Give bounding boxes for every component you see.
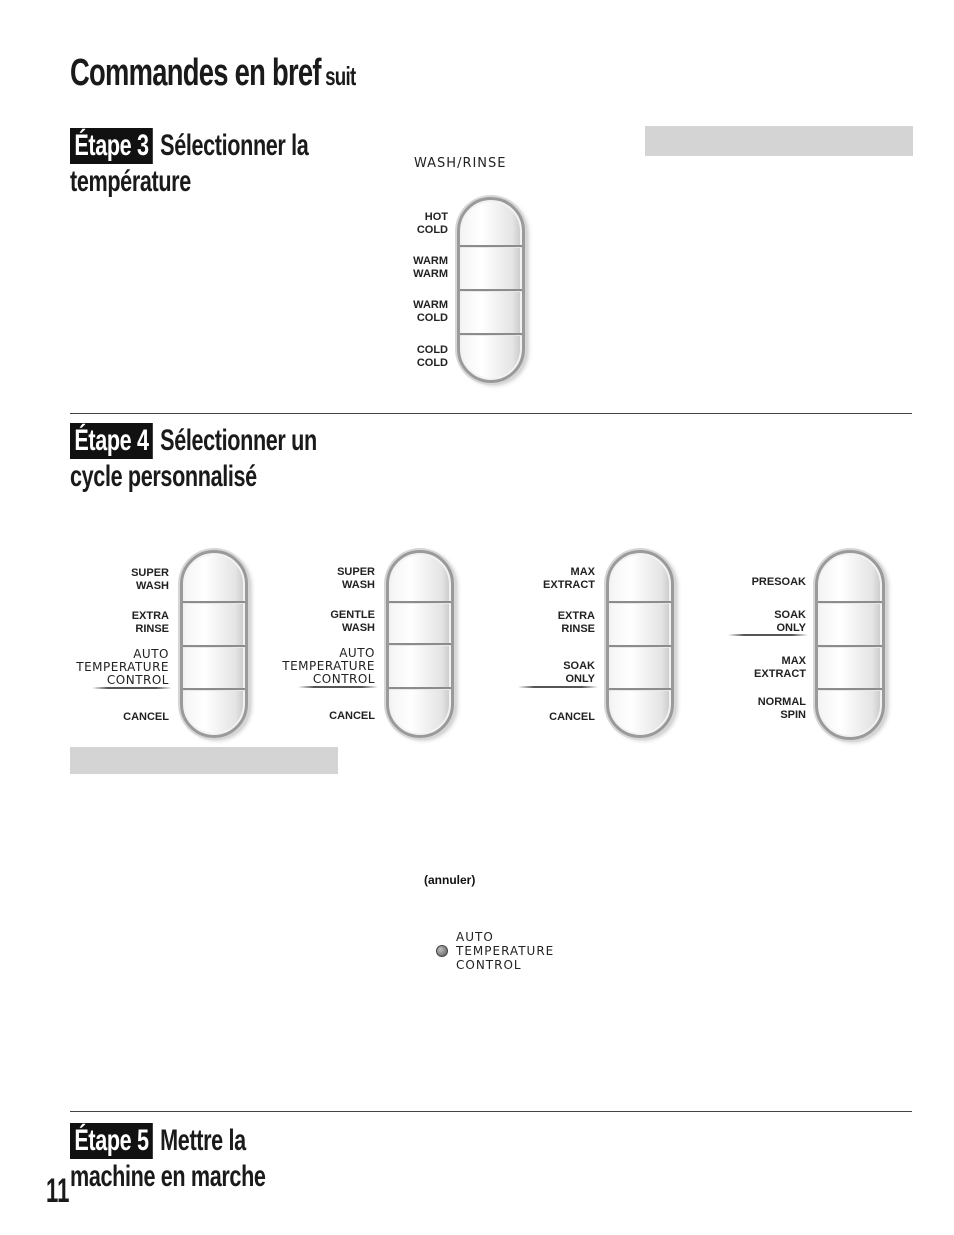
segment-divider — [460, 245, 522, 247]
section-divider — [70, 413, 912, 414]
segment-divider — [818, 601, 882, 603]
panel3-extra-rinse[interactable]: EXTRA RINSE — [557, 610, 595, 635]
panel3-cancel[interactable]: CANCEL — [549, 711, 595, 723]
segment-divider — [818, 645, 882, 647]
panel3-underline — [518, 686, 598, 688]
panel2-gentle-wash[interactable]: GENTLE WASH — [330, 609, 375, 634]
panel3-soak-only[interactable]: SOAK ONLY — [563, 660, 595, 685]
step3-heading-line2: température — [70, 165, 191, 198]
cycle-panel-3-button-stack[interactable] — [606, 550, 674, 738]
atc-indicator-label: AUTO TEMPERATURE CONTROL — [456, 930, 555, 972]
segment-divider — [609, 688, 671, 690]
panel2-super-wash[interactable]: SUPER WASH — [337, 566, 375, 591]
segment-divider — [818, 688, 882, 690]
step3-heading-line1: Sélectionner la — [160, 129, 309, 162]
segment-divider — [389, 643, 451, 645]
step4-heading-line1: Sélectionner un — [160, 424, 317, 457]
page-title-suffix: suit — [325, 61, 356, 91]
section-divider — [70, 1111, 912, 1112]
panel3-max-extract[interactable]: MAX EXTRACT — [543, 566, 595, 591]
panel2-auto-temperature-control[interactable]: AUTO TEMPERATURE CONTROL — [282, 646, 375, 686]
note-bar-top — [645, 126, 913, 156]
panel1-auto-temperature-control[interactable]: AUTO TEMPERATURE CONTROL — [76, 647, 169, 687]
segment-divider — [183, 645, 245, 647]
step4-badge: Étape 4 — [70, 423, 153, 459]
step4-heading — [70, 423, 317, 495]
cycle-panel-4-button-stack[interactable] — [815, 550, 885, 740]
segment-divider — [389, 601, 451, 603]
page-number: 11 — [46, 1172, 70, 1210]
panel2-underline — [298, 686, 378, 688]
segment-divider — [183, 601, 245, 603]
wash-rinse-cold-cold[interactable]: COLD COLD — [416, 344, 448, 369]
segment-divider — [183, 688, 245, 690]
segment-divider — [609, 645, 671, 647]
step5-heading-line1: Mettre la — [160, 1124, 246, 1157]
page-title-text: Commandes en bref — [70, 52, 321, 94]
indicator-light-icon — [436, 945, 448, 957]
step5-badge: Étape 5 — [70, 1123, 153, 1159]
panel4-soak-only[interactable]: SOAK ONLY — [774, 609, 806, 634]
wash-rinse-warm-warm[interactable]: WARM WARM — [413, 255, 448, 280]
panel4-underline — [728, 634, 808, 636]
step5-heading — [70, 1123, 266, 1195]
segment-divider — [609, 601, 671, 603]
wash-rinse-title: WASH/RINSE — [414, 156, 507, 171]
note-bar-step4 — [70, 747, 338, 774]
wash-rinse-hot-cold[interactable]: HOT COLD — [416, 211, 448, 236]
panel4-max-extract[interactable]: MAX EXTRACT — [754, 655, 806, 680]
panel1-cancel[interactable]: CANCEL — [123, 711, 169, 723]
segment-divider — [460, 289, 522, 291]
cycle-panel-1-button-stack[interactable] — [180, 550, 248, 738]
panel4-presoak[interactable]: PRESOAK — [751, 576, 806, 588]
step3-badge: Étape 3 — [70, 128, 153, 164]
page-title — [70, 52, 356, 95]
step5-heading-line2: machine en marche — [70, 1160, 266, 1193]
annuler-label: (annuler) — [424, 873, 476, 887]
step3-heading — [70, 128, 308, 200]
panel4-normal-spin[interactable]: NORMAL SPIN — [757, 696, 806, 721]
panel1-extra-rinse[interactable]: EXTRA RINSE — [131, 610, 169, 635]
panel1-underline — [92, 687, 172, 689]
segment-divider — [389, 687, 451, 689]
cycle-panel-2-button-stack[interactable] — [386, 550, 454, 738]
wash-rinse-button-stack[interactable] — [457, 197, 525, 383]
step4-heading-line2: cycle personnalisé — [70, 460, 257, 493]
panel2-cancel[interactable]: CANCEL — [329, 710, 375, 722]
segment-divider — [460, 333, 522, 335]
wash-rinse-warm-cold[interactable]: WARM COLD — [413, 299, 448, 324]
panel1-super-wash[interactable]: SUPER WASH — [131, 567, 169, 592]
